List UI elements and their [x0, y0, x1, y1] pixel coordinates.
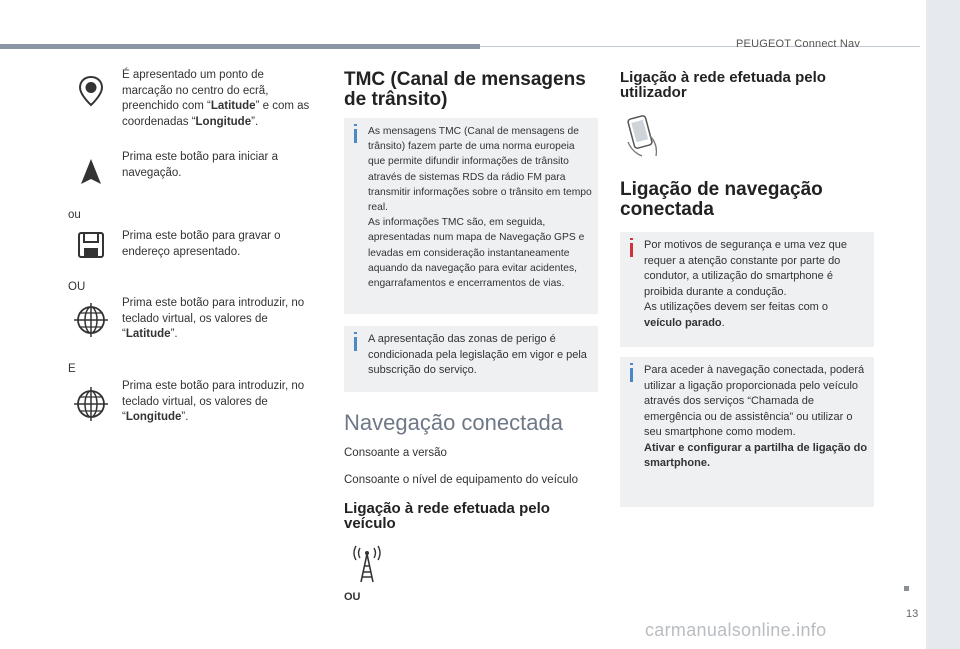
- save-icon: [74, 228, 108, 262]
- version-note: Consoante a versão: [344, 447, 447, 459]
- manual-title: PEUGEOT Connect Nav: [736, 38, 861, 50]
- info-icon: [354, 332, 357, 334]
- map-pin-icon: [74, 74, 108, 108]
- or-label-3: OU: [344, 591, 361, 603]
- tmc-info-box: [344, 118, 598, 314]
- page-number: 13: [906, 608, 919, 620]
- smartphone-hand-icon: [620, 112, 666, 162]
- antenna-icon: [350, 544, 384, 584]
- connection-info-box: [620, 357, 874, 507]
- info-icon: [354, 124, 357, 126]
- safety-warning-box: [620, 232, 874, 347]
- and-label: E: [68, 363, 76, 375]
- connection-paragraph-2: Ativar e configurar a partilha de ligação do smartphone.: [644, 441, 868, 469]
- connected-nav-heading: Navegação conectada: [344, 410, 563, 435]
- info-icon: [630, 363, 633, 365]
- continuation-marker: [904, 586, 909, 591]
- page-edge-strip: [926, 0, 960, 649]
- or-label-2: OU: [68, 281, 86, 293]
- globe-icon: [72, 301, 110, 339]
- tmc-heading: TMC (Canal de mensagens de trânsito): [344, 69, 586, 110]
- globe-icon: [72, 385, 110, 423]
- tmc-paragraph-1: As mensagens TMC (Canal de mensagens de trânsito) fazem parte de uma norma europeia que permite difundir informações de trânsito através de sistemas RDS da rádio FM para transmitir informações sobre o trânsito em tempo real.: [368, 126, 592, 214]
- warning-icon: [630, 238, 633, 240]
- connection-paragraph-1: Para aceder à navegação conectada, poderá utilizar a ligação proporcionada pelo veículo através dos serviços “Chamada de emergência ou de assistência” ou utilizar o seu smartphone como modem.: [644, 364, 865, 438]
- user-connection-heading: Ligação à rede efetuada pelo utilizador: [620, 69, 826, 101]
- vehicle-connection-heading: Ligação à rede efetuada pelo veículo: [344, 500, 550, 532]
- or-label-1: ou: [68, 209, 81, 221]
- longitude-input-text: Prima este botão para introduzir, no teclado virtual, os valores de “Longitude”.: [122, 380, 305, 423]
- equipment-note: Consoante o nível de equipamento do veículo: [344, 474, 578, 486]
- watermark: carmanualsonline.info: [645, 620, 827, 640]
- danger-zones-text: A apresentação das zonas de perigo é condicionada pela legislação em vigor e pela subscrição do serviço.: [368, 333, 587, 376]
- start-navigation-text: Prima este botão para iniciar a navegação.: [122, 151, 278, 179]
- safety-paragraph-1: Por motivos de segurança e uma vez que requer a atenção constante por parte do condutor, a utilização do smartphone é proibida durante a condução.: [644, 239, 848, 298]
- pin-description: É apresentado um ponto de marcação no centro do ecrã, preenchido com “Latitude” e com as coordenadas “Longitude”.: [122, 69, 310, 128]
- latitude-input-text: Prima este botão para introduzir, no teclado virtual, os valores de “Latitude”.: [122, 297, 305, 340]
- safety-paragraph-2: As utilizações devem ser feitas com o veículo parado.: [644, 301, 829, 329]
- save-address-text: Prima este botão para gravar o endereço apresentado.: [122, 230, 281, 258]
- danger-zones-box: [344, 326, 598, 392]
- tmc-paragraph-2: As informações TMC são, em seguida, apresentadas num mapa de Navegação GPS e levadas em consideração instantaneamente aquando da navegação para evitar acidentes, engarrafamentos e encerramentos de vias.: [368, 217, 585, 290]
- header-bar: [0, 44, 480, 49]
- connected-nav-link-heading: Ligação de navegação conectada: [620, 179, 823, 220]
- navigation-arrow-icon: [74, 155, 108, 189]
